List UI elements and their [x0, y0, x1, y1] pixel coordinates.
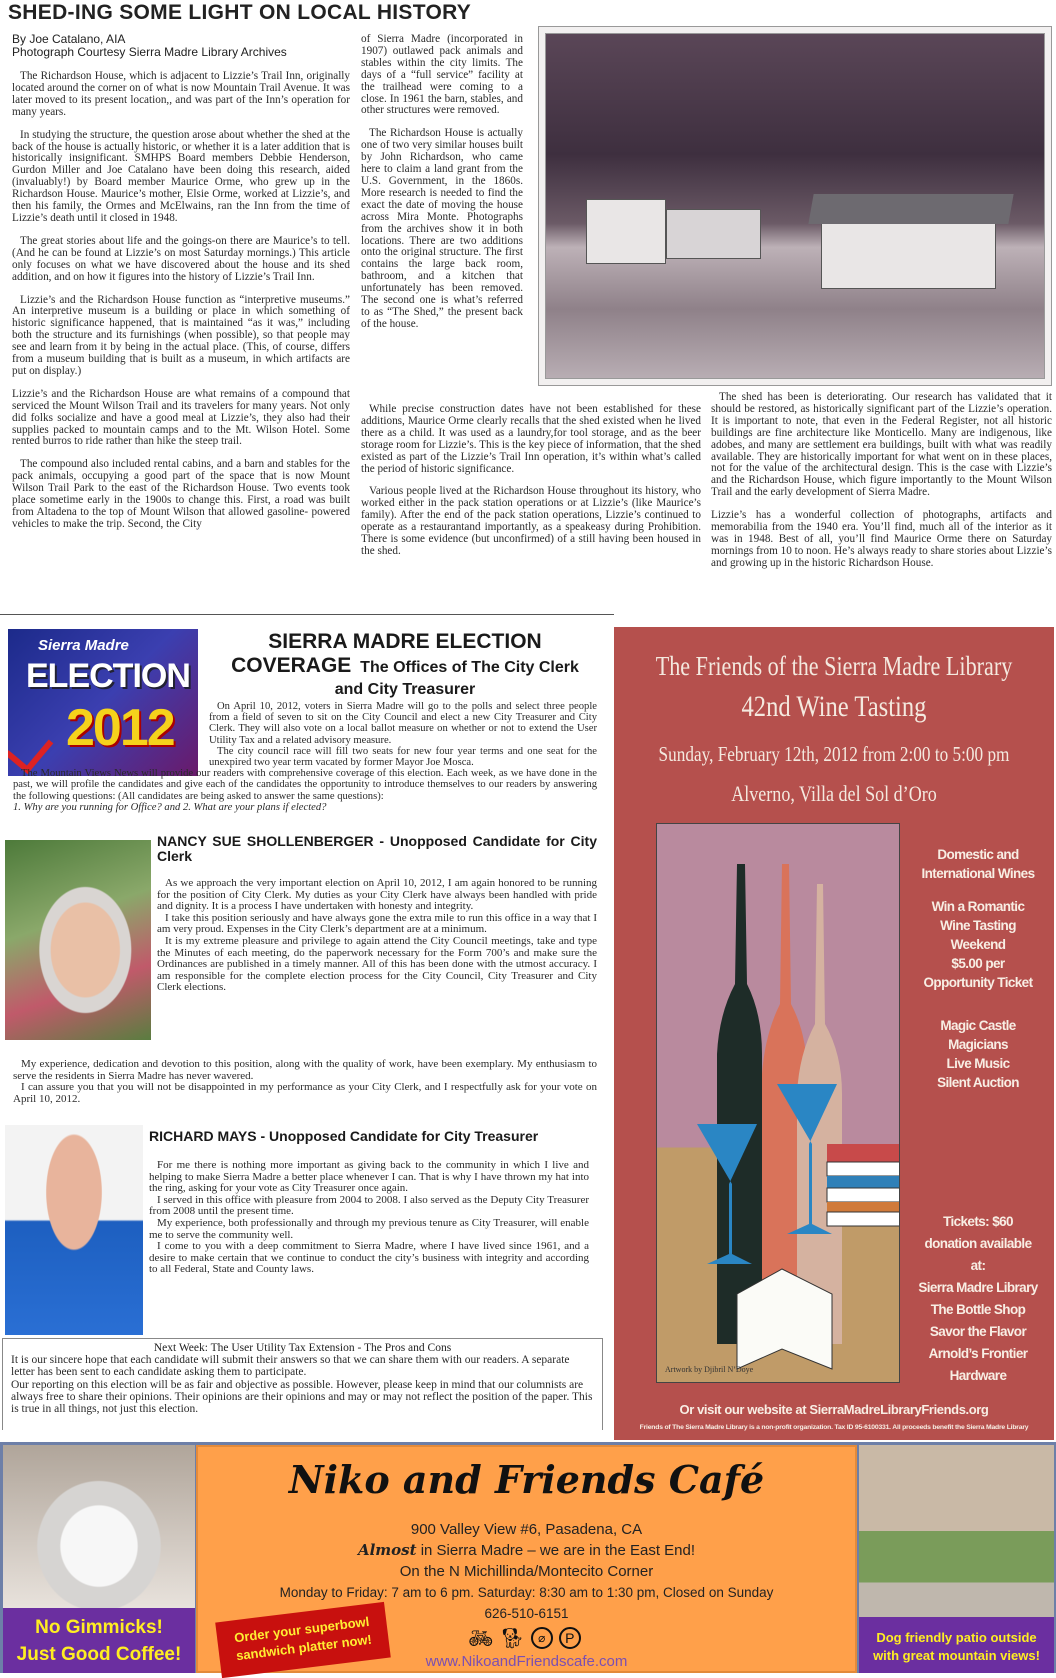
cafe-patio-photo [859, 1445, 1054, 1617]
wine-artwork [656, 823, 900, 1383]
election-subtitle-2: and City Treasurer [334, 681, 476, 698]
article-title: SHED-ING SOME LIGHT ON LOCAL HISTORY [8, 1, 472, 24]
cafe-ad [0, 1442, 1056, 1673]
election-subtitle: The Offices of The City Clerk [360, 659, 579, 676]
tickets-line: at: [970, 1258, 986, 1273]
wine-ad-features [902, 845, 1054, 1092]
tickets-line: Tickets: $60 [943, 1214, 1013, 1229]
election-intro [13, 701, 597, 813]
candidate-paragraph: I can assure you that you will not be disappointed in my performance as your City Clerk, and I respectfully ask for your vote on April 10, 2012. [13, 1081, 597, 1105]
article-paragraph: Lizzie’s and the Richardson House are what remains of a compound that serviced the Mount Wilson Trail and its travelers for many years. Not only did folks socialize and have a good meal at Lizzie’s, they also had their supplies packed to mountain camps and to the Mt. Wilson Hotel. Some rented burros to ride rather than hike the steep trail. [12, 387, 350, 448]
wine-ad-fine-print: Friends of The Sierra Madre Library is a non-profit organization. Tax ID 95-6100331. All proceeds benefit the Sierra Madre Library [639, 1424, 1029, 1431]
article-paragraph: Lizzie’s has a wonderful collection of photographs, artifacts and memorabilia from the 1940 era. You’ll find, much all of the interior as it was in 1948. Best of all, you’ll find Maurice Orme there on Saturday mornings from 10 to noon. He’s always ready to share stories about Lizzie’s and growing up in the historic Richardson House. [711, 509, 1052, 569]
logo-main-text: ELECTION [26, 657, 190, 695]
candidate-paragraph: As we approach the very important election on April 10, 2012, I am again honored to be running for the position of City Clerk. My duties as your City Clerk have always been handled with pride and dignity. It is a process I have undertaken with honesty and integrity. [157, 877, 597, 913]
candidate-paragraph: It is my extreme pleasure and privilege to again attend the City Council meetings, take and type the Minutes of each meeting, do the paperwork necessary for the Form 700’s and make sure the Ordinances are published in a timely manner. All of this has been done with the utmost accuracy. I am responsible for the complete election process for the City Council, City Treasurer and City Clerk elections. [157, 934, 597, 994]
bicycle-icon: 🚲︎ [468, 1628, 494, 1650]
candidate-heading: NANCY SUE SHOLLENBERGER - Unopposed Candidate for City Clerk [157, 833, 597, 864]
cafe-name: Niko and Friends Café [288, 1457, 765, 1502]
cafe-website-link[interactable]: www.NikoandFriendscafe.com [425, 1653, 628, 1670]
wine-ad-venue: Alverno, Villa del Sol d’Oro [731, 781, 937, 806]
tickets-line: Sierra Madre Library [918, 1280, 1038, 1295]
wine-tasting-ad [614, 627, 1054, 1440]
feature-line: Silent Auction [937, 1075, 1019, 1090]
candidate-paragraph: My experience, dedication and devotion to this position, along with the quality of work, have been exemplary. My enthusiasm to serve the residents in Sierra Madre has never wavered. [13, 1058, 597, 1082]
artwork-credit: Artwork by Djibril N’Doye [665, 1365, 754, 1374]
article-column-1 [12, 71, 350, 611]
logo-top-text: Sierra Madre [38, 637, 129, 654]
candidate-paragraph: I take this position seriously and have always gone the extra mile to run this office in a way that I am very proud. Expenses in the City Clerk’s department are at a minimum. [157, 911, 597, 936]
superbowl-promo-badge: Order your superbowl sandwich platter now! [215, 1602, 391, 1678]
amenity-icons [468, 1627, 581, 1651]
tickets-line: Savor the Flavor [929, 1324, 1027, 1339]
tickets-line: The Bottle Shop [930, 1302, 1026, 1317]
intro-paragraph: The city council race will fill two seats for new four year terms and one seat for the unexpired two year term vacated by former Mayor Joe Mosca. [209, 745, 597, 769]
almost-text: Almost [357, 1541, 417, 1559]
feature-line: Domestic and [937, 847, 1019, 862]
tagline-line: Just Good Coffee! [16, 1644, 182, 1665]
candidate-heading: RICHARD MAYS - Unopposed Candidate for City Treasurer [149, 1128, 539, 1144]
richardson-house-photo [538, 26, 1052, 386]
candidate-paragraph: I come to you with a deep commitment to Sierra Madre, where I have lived since 1961, and a desire to make certain that we continue to conduct the city’s business with integrity and according to all Federal, State and County laws. [149, 1240, 589, 1276]
feature-line: Win a Romantic [931, 899, 1025, 914]
cafe-info-panel [196, 1445, 857, 1673]
candidate-1-text [157, 878, 597, 994]
feature-line: Weekend [950, 937, 1006, 952]
wine-ad-tickets [902, 1211, 1054, 1387]
candidate-paragraph: For me there is nothing more important as giving back to the community in which I live and helping to make Sierra Madre a better place whenever I can. That is why I have thrown my hat into the ring, asking for your vote as City Treasurer once again. [149, 1159, 589, 1195]
article-column-3 [711, 392, 1052, 612]
tickets-line: donation available [924, 1236, 1032, 1251]
feature-line: Opportunity Ticket [923, 975, 1033, 990]
candidate-2-text [149, 1160, 589, 1276]
article-paragraph: While precise construction dates have not been established for these additions, Maurice Orme clearly recalls that the shed existed when he lived there as a child. It was used as a laundry,for tool storage, and as the beer storage room for Lizzie’s. This is the key piece of information, that the shed existed as part of the Lizzie’s Trail Inn operation, it’s within what’s called the period of historic significance. [361, 404, 701, 475]
article-paragraph: The Richardson House is actually one of two very similar houses built by John Richardson, who came here to claim a land grant from the U.S. Government, in the 1860s. More research is needed to find the exact the date of moving the house across Mira Monte. Photographs from the archives show it in both locations. There are two additions onto the original structure. The first contains the large back room, bathroom, and a kitchen that unfortunately has been removed. The second one is what’s referred to as “The Shed,” the present back of the house. [361, 127, 523, 330]
article-paragraph: Lizzie’s and the Richardson House function as “interpretive museums.” An interpretive museum is a building or place in which something of historic significance happened, that is maintained “as it was,” including both the structure and its furnishings (when possible), so that people may see and learn from it by being in the actual place. (This, of course, differs from a museum building that is built as a museum, in which artifacts are put on display.) [12, 293, 350, 377]
wine-ad-date: Sunday, February 12th, 2012 from 2:00 to 5:00 pm [658, 742, 1010, 766]
byline: By Joe Catalano, AIA [12, 32, 126, 46]
feature-line: International Wines [921, 866, 1035, 881]
closing-paragraph: It is our sincere hope that each candidate will submit their answers so that we can share them with our readers. A separate letter has been sent to each candidate asking them to participate. [11, 1354, 570, 1379]
article-paragraph: The compound also included rental cabins, and a barn and stables for the pack animals, occupying a good part of the space that is now Mount Wilson Trail Park to the east of the Richardson House. Two events took place sometime early in the 1900s to change this. First, a road was built from Altadena to the top of Mount Wilson that allowed gasoline- powered vehicles to make the trip. Second, the City [12, 458, 350, 530]
dog-icon: 🐕︎ [499, 1628, 525, 1650]
election-title: SIERRA MADRE ELECTION [268, 630, 542, 653]
questions-text: 1. Why are you running for Office? and 2. What are your plans if elected? [13, 801, 327, 813]
tagline-line: No Gimmicks! [35, 1617, 163, 1638]
section-divider [0, 614, 614, 615]
article-paragraph: The Richardson House, which is adjacent to Lizzie’s Trail Inn, originally located around the corner on of what is now Mountain Trail Avenue. It was later moved to its present location,, and was part of the Inn’s operation for many years. [12, 71, 350, 118]
feature-line: Wine Tasting [940, 918, 1016, 933]
tickets-line: Hardware [949, 1368, 1007, 1383]
candidate-paragraph: My experience, both professionally and through my previous tenure as City Treasurer, will enable me to serve the community well. [149, 1216, 589, 1241]
tickets-line: Arnold’s Frontier [928, 1346, 1028, 1361]
nancy-shollenberger-photo [5, 840, 151, 1040]
intro-paragraph: The Mountain Views News will provide our readers with comprehensive coverage of this election. Each week, as we have done in the past, we will profile the candidates and give each of the candidates the opportunity to introduce themselves to our readers by answering the following questions: (All candidates are being asked to answer the same questions): [13, 768, 597, 802]
wine-bottles-illustration [657, 824, 900, 1383]
article-paragraph: The shed has been is deteriorating. Our research has validated that it should be restored, as historically significant part of the Lizzie’s operation. It is important to note, that even in the Federal Register, not all historic buildings are fine architecture like Monticello. Many are indigenous, like adobes, and many are settlement era buildings, built with what was readily available. They are historically important for what went on in these places, not for the value of the architectural design. This is the case with Lizzie’s and the Richardson House, which figure importantly to the Mount Wilson Trail and the early development of Sierra Madre. [711, 392, 1052, 499]
no-smoking-icon: ⌀ [531, 1627, 553, 1649]
feature-line: $5.00 per [951, 956, 1005, 971]
article-paragraph: Various people lived at the Richardson House throughout its history, who worked either in the pack station operations or at Lizzie’s (like Maurice’s family). After the end of the pack station operations, Lizzie’s continued to operate as a restaurantand importantly, as a speakeasy during Prohibition. There is some evidence (but unconfirmed) of a still having been housed in the shed. [361, 485, 701, 557]
photo-credit: Photograph Courtesy Sierra Madre Library Archives [12, 45, 287, 59]
wine-ad-subtitle: 42nd Wine Tasting [741, 690, 927, 723]
cafe-phone: 626-510-6151 [484, 1606, 569, 1621]
feature-line: Magic Castle [940, 1018, 1016, 1033]
wine-ad-website-link[interactable]: Or visit our website at SierraMadreLibraryFriends.org [679, 1402, 989, 1417]
wine-ad-title: The Friends of the Sierra Madre Library [655, 651, 1013, 681]
article-column-2-bottom [361, 404, 701, 609]
cafe-address: 900 Valley View #6, Pasadena, CA [410, 1521, 643, 1538]
election-title-coverage: COVERAGE [231, 654, 352, 677]
coffee-cup-photo [3, 1445, 195, 1608]
article-paragraph: of Sierra Madre (incorporated in 1907) outlawed pack animals and stables within the city limits. The days of a “full service” facility at the trailhead were coming to a close. In 1961 the barn, stables, and other structures were removed. [361, 34, 523, 117]
article-paragraph: In studying the structure, the question arose about whether the shed at the back of the house is actually historic, or whether it is a later addition that is historically insignificant. SMHPS Board members Debbie Henderson, Gurdon Miller and Joe Catalano have been doing this research, aided (invaluably!) by Board member Maurice Orme, who grew up in the Richardson House. Maurice’s mother, Elsie Orme, worked at Lizzie’s, and then his family, the Ormes and McElwains, ran the Inn from the time of Lizzie’s death until it closed in 1948. [12, 128, 350, 224]
feature-line: Live Music [946, 1056, 1010, 1071]
intro-paragraph: On April 10, 2012, voters in Sierra Madre will go to the polls and select three people from a field of seven to sit on the City Council and elect a new City Treasurer and City Clerk. They will also vote on a local ballot measure on whether or not to extend the User Utility Tax and a related advisory measure. [209, 701, 597, 746]
next-week-box [2, 1338, 603, 1430]
candidate-1-text-cont [13, 1059, 597, 1105]
next-week-text: Next Week: The User Utility Tax Extension - The Pros and Cons [153, 1342, 452, 1354]
logo-year-text: 2012 [66, 699, 174, 757]
article-column-2-top [361, 34, 523, 394]
feature-line: Magicians [948, 1037, 1008, 1052]
candidate-paragraph: I served in this office with pleasure from 2004 to 2008. I also served as the Deputy City Treasurer from 2008 until the present time. [149, 1193, 589, 1218]
parking-icon: P [559, 1627, 581, 1649]
cafe-hours: Monday to Friday: 7 am to 6 pm. Saturday: 8:30 am to 1:30 pm, Closed on Sunday [279, 1585, 774, 1600]
closing-paragraph: Our reporting on this election will be as fair and objective as possible. However, please keep in mind that our columnists are always free to share their opinions. Their opinions are their opinions and may or may not reflect the position of the paper. This is true in all things, not just this election. [11, 1378, 593, 1416]
patio-tagline: Dog friendly patio outside with great mountain views! [859, 1617, 1054, 1673]
coffee-tagline [3, 1608, 195, 1673]
richard-mays-photo [5, 1125, 143, 1335]
cafe-corner: On the N Michillinda/Montecito Corner [399, 1563, 654, 1580]
cafe-location: in Sierra Madre – we are in the East End! [416, 1542, 696, 1559]
article-paragraph: The great stories about life and the goings-on there are Maurice’s to tell. (And he can be found at Lizzie’s on most Saturday mornings.) This article only focuses on what we have discovered about the house and its shed addition, and on how it figures into the history of Lizzie’s Trail Inn. [12, 234, 350, 283]
